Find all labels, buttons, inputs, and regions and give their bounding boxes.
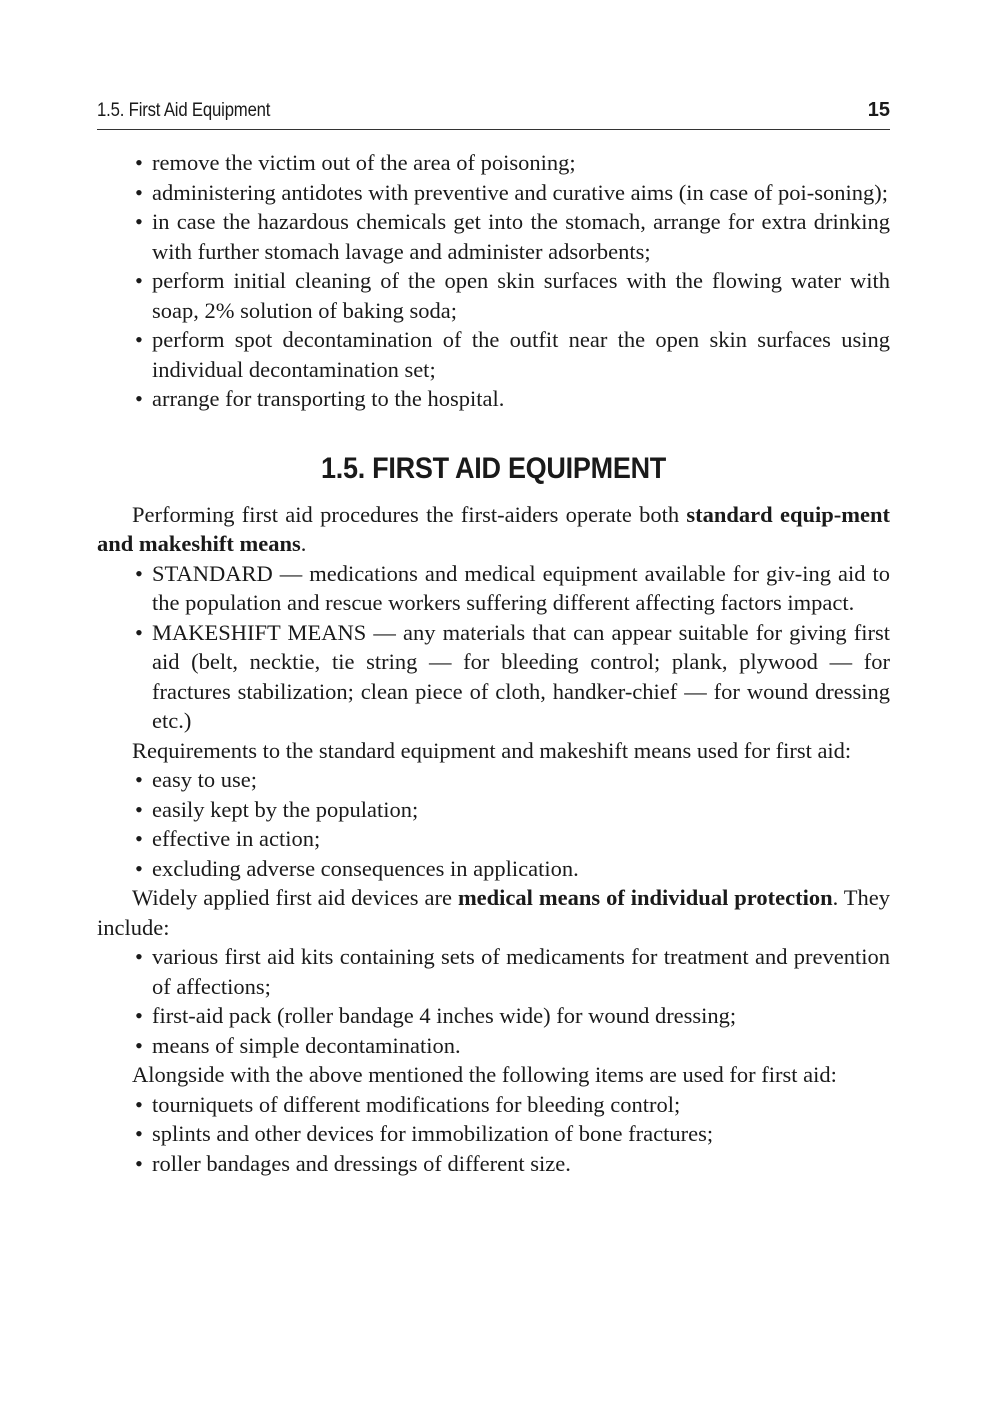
list-item: • perform initial cleaning of the open skin surfaces with the flowing water with soap, 2% solution of baking soda; [97, 266, 890, 325]
list-item: • splints and other devices for immobilization of bone fractures; [97, 1119, 890, 1149]
list-item: • arrange for transporting to the hospital. [97, 384, 890, 414]
page-header [97, 96, 890, 130]
items-paragraph: Alongside with the above mentioned the following items are used for first aid: [132, 1062, 837, 1087]
page-content [97, 148, 890, 1178]
list-item: • easily kept by the population; [97, 795, 890, 825]
running-title: 1.5. First Aid Equipment [97, 100, 271, 121]
devices-paragraph: Widely applied first aid devices are medical means of individual protection. They include: [97, 885, 890, 940]
list-item: • STANDARD — medications and medical equipment available for giv-ing aid to the population and rescue workers suffering different affecting factors impact. [97, 559, 890, 618]
items-list [97, 1090, 890, 1179]
list-item: • effective in action; [97, 824, 890, 854]
list-item: • remove the victim out of the area of poisoning; [97, 148, 890, 178]
list-item: • first-aid pack (roller bandage 4 inches wide) for wound dressing; [97, 1001, 890, 1031]
list-item: • in case the hazardous chemicals get into the stomach, arrange for extra drinking with further stomach lavage and administer adsorbents; [97, 207, 890, 266]
intro-paragraph: Performing first aid procedures the first-aiders operate both standard equip-ment and makeshift means. [97, 501, 890, 556]
list-item: • roller bandages and dressings of different size. [97, 1149, 890, 1179]
list-item: • means of simple decontamination. [97, 1031, 890, 1061]
equipment-types-list [97, 559, 890, 736]
list-item: • perform spot decontamination of the outfit near the open skin surfaces using individual decontamination set; [97, 325, 890, 384]
section-title: 1.5. FIRST AID EQUIPMENT [320, 451, 667, 485]
list-item: • various first aid kits containing sets of medicaments for treatment and prevention of affections; [97, 942, 890, 1001]
devices-list [97, 942, 890, 1060]
list-item: • easy to use; [97, 765, 890, 795]
list-item: • MAKESHIFT MEANS — any materials that can appear suitable for giving first aid (belt, necktie, tie string — for bleeding control; plank, plywood — for fractures stabilization; clean piece of cloth, handker-chief — for wound dressing etc.) [97, 618, 890, 736]
requirements-list [97, 765, 890, 883]
list-item: • tourniquets of different modifications for bleeding control; [97, 1090, 890, 1120]
page-number: 15 [867, 99, 890, 121]
requirements-paragraph: Requirements to the standard equipment and makeshift means used for first aid: [132, 737, 852, 763]
poisoning-measures-list [97, 148, 890, 414]
list-item: • excluding adverse consequences in application. [97, 854, 890, 884]
devices-bold: medical means of individual protection [457, 885, 833, 910]
intro-bold: standard equip-ment and makeshift means [97, 501, 890, 556]
list-item: • administering antidotes with preventive and curative aims (in case of poi-soning); [97, 178, 890, 208]
